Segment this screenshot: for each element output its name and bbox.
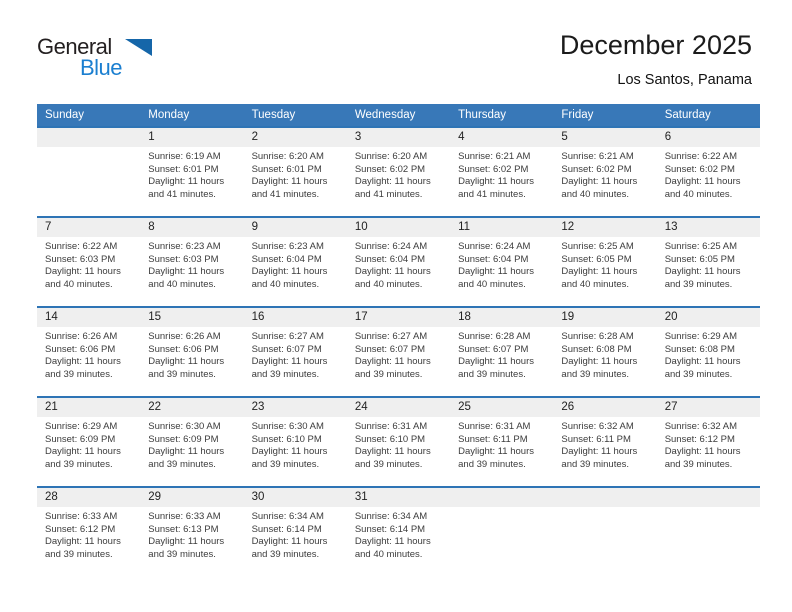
- sunset-text: Sunset: 6:07 PM: [354, 343, 426, 355]
- day-cell-23: [244, 397, 347, 487]
- logo-triangle-icon: [125, 39, 152, 56]
- day-details: [347, 327, 450, 381]
- daylight-text: Daylight: 11 hours: [251, 356, 328, 368]
- daylight-text-2: and 39 minutes.: [664, 458, 733, 470]
- sunrise-text: Sunrise: 6:33 AM: [45, 511, 118, 522]
- daylight-text: Daylight: 11 hours: [458, 356, 534, 368]
- daylight-text: Daylight: 11 hours: [251, 176, 328, 188]
- day-number: 24: [347, 398, 450, 417]
- daylight-text: Daylight: 11 hours: [458, 266, 534, 278]
- sunrise-text: Sunrise: 6:27 AM: [251, 331, 324, 342]
- sunrise-text: Sunrise: 6:32 AM: [664, 421, 738, 432]
- daylight-text: Daylight: 11 hours: [458, 176, 534, 188]
- daylight-text-2: and 40 minutes.: [354, 548, 423, 560]
- daylight-text: Daylight: 11 hours: [251, 536, 328, 548]
- sunset-text: Sunset: 6:06 PM: [45, 343, 116, 355]
- sunset-text: Sunset: 6:13 PM: [148, 523, 219, 535]
- day-number: 10: [347, 218, 450, 237]
- day-number: 14: [37, 308, 140, 327]
- daylight-text: Daylight: 11 hours: [561, 176, 638, 188]
- sunset-text: Sunset: 6:01 PM: [251, 163, 322, 175]
- day-details: [244, 237, 347, 291]
- daylight-text: Daylight: 11 hours: [458, 446, 534, 458]
- day-details: [244, 327, 347, 381]
- day-details: [347, 417, 450, 471]
- day-cell-6: [657, 127, 760, 217]
- sunset-text: Sunset: 6:03 PM: [148, 253, 219, 265]
- day-number: 30: [244, 488, 347, 507]
- sunset-text: Sunset: 6:11 PM: [458, 433, 528, 445]
- sunset-text: Sunset: 6:08 PM: [561, 343, 632, 355]
- day-number: 20: [657, 308, 760, 327]
- sunrise-text: Sunrise: 6:28 AM: [458, 331, 531, 342]
- day-cell-12: [553, 217, 656, 307]
- day-details: [347, 237, 450, 291]
- daylight-text: Daylight: 11 hours: [354, 356, 431, 368]
- day-number: [37, 128, 140, 147]
- day-cell-9: [244, 217, 347, 307]
- daylight-text: Daylight: 11 hours: [251, 446, 328, 458]
- sunrise-text: Sunrise: 6:33 AM: [148, 511, 221, 522]
- day-cell-31: [347, 487, 450, 576]
- sunrise-text: Sunrise: 6:27 AM: [354, 331, 428, 342]
- daylight-text-2: and 41 minutes.: [354, 188, 423, 200]
- day-cell-13: [657, 217, 760, 307]
- sunset-text: Sunset: 6:10 PM: [251, 433, 322, 445]
- day-cell-17: [347, 307, 450, 397]
- day-details: [244, 507, 347, 561]
- daylight-text-2: and 41 minutes.: [458, 188, 526, 200]
- day-details: [244, 417, 347, 471]
- daylight-text: Daylight: 11 hours: [664, 266, 741, 278]
- sunset-text: Sunset: 6:04 PM: [354, 253, 426, 265]
- sunset-text: Sunset: 6:04 PM: [458, 253, 529, 265]
- sunrise-text: Sunrise: 6:31 AM: [354, 421, 428, 432]
- day-number: 4: [450, 128, 553, 147]
- day-details: [657, 237, 760, 291]
- day-details: [450, 147, 553, 201]
- day-number: 21: [37, 398, 140, 417]
- day-details: [140, 237, 243, 291]
- day-cell-20: [657, 307, 760, 397]
- day-cell-24: [347, 397, 450, 487]
- daylight-text-2: and 39 minutes.: [45, 368, 113, 380]
- daylight-text-2: and 39 minutes.: [354, 368, 423, 380]
- sunrise-text: Sunrise: 6:34 AM: [251, 511, 324, 522]
- sunset-text: Sunset: 6:07 PM: [251, 343, 322, 355]
- day-number: [553, 488, 656, 507]
- day-number: 6: [657, 128, 760, 147]
- day-number: 25: [450, 398, 553, 417]
- day-number: 23: [244, 398, 347, 417]
- daylight-text: Daylight: 11 hours: [148, 536, 225, 548]
- daylight-text: Daylight: 11 hours: [354, 536, 431, 548]
- day-details: [37, 507, 140, 561]
- sunset-text: Sunset: 6:14 PM: [251, 523, 322, 535]
- sunrise-text: Sunrise: 6:29 AM: [45, 421, 118, 432]
- daylight-text-2: and 40 minutes.: [664, 188, 733, 200]
- day-number: 2: [244, 128, 347, 147]
- sunset-text: Sunset: 6:11 PM: [561, 433, 631, 445]
- daylight-text: Daylight: 11 hours: [45, 446, 121, 458]
- day-cell-empty: [37, 127, 140, 217]
- day-cell-1: [140, 127, 243, 217]
- sunrise-text: Sunrise: 6:22 AM: [45, 241, 118, 252]
- week-row: [37, 307, 760, 397]
- sunrise-text: Sunrise: 6:23 AM: [251, 241, 324, 252]
- sunrise-text: Sunrise: 6:29 AM: [664, 331, 738, 342]
- sunset-text: Sunset: 6:07 PM: [458, 343, 529, 355]
- day-details: [553, 327, 656, 381]
- day-cell-29: [140, 487, 243, 576]
- daylight-text-2: and 40 minutes.: [45, 278, 113, 290]
- daylight-text: Daylight: 11 hours: [45, 536, 121, 548]
- sunset-text: Sunset: 6:12 PM: [664, 433, 735, 445]
- general-blue-logo: [37, 34, 167, 86]
- day-details: [244, 147, 347, 201]
- day-number: [450, 488, 553, 507]
- daylight-text: Daylight: 11 hours: [561, 266, 638, 278]
- day-details: [450, 237, 553, 291]
- day-cell-4: [450, 127, 553, 217]
- sunrise-text: Sunrise: 6:20 AM: [251, 151, 324, 162]
- day-details: [347, 507, 450, 561]
- daylight-text-2: and 39 minutes.: [251, 548, 320, 560]
- sunrise-text: Sunrise: 6:31 AM: [458, 421, 531, 432]
- day-details: [37, 417, 140, 471]
- weekday-header-tuesday: Tuesday: [244, 104, 347, 127]
- daylight-text-2: and 39 minutes.: [458, 368, 526, 380]
- day-number: 19: [553, 308, 656, 327]
- daylight-text-2: and 40 minutes.: [458, 278, 526, 290]
- daylight-text-2: and 39 minutes.: [45, 458, 113, 470]
- daylight-text-2: and 39 minutes.: [458, 458, 526, 470]
- day-details: [140, 417, 243, 471]
- daylight-text-2: and 39 minutes.: [45, 548, 113, 560]
- daylight-text-2: and 39 minutes.: [148, 458, 216, 470]
- daylight-text: Daylight: 11 hours: [664, 176, 741, 188]
- day-number: 29: [140, 488, 243, 507]
- day-details: [657, 147, 760, 201]
- day-cell-11: [450, 217, 553, 307]
- daylight-text-2: and 39 minutes.: [148, 368, 216, 380]
- day-number: 31: [347, 488, 450, 507]
- week-row: [37, 127, 760, 217]
- daylight-text: Daylight: 11 hours: [45, 356, 121, 368]
- day-number: 1: [140, 128, 243, 147]
- daylight-text-2: and 40 minutes.: [251, 278, 320, 290]
- daylight-text-2: and 39 minutes.: [664, 278, 733, 290]
- daylight-text: Daylight: 11 hours: [148, 446, 225, 458]
- sunset-text: Sunset: 6:14 PM: [354, 523, 426, 535]
- daylight-text-2: and 40 minutes.: [561, 278, 630, 290]
- day-cell-empty: [553, 487, 656, 576]
- weekday-header-monday: Monday: [140, 104, 243, 127]
- sunrise-text: Sunrise: 6:24 AM: [458, 241, 531, 252]
- sunset-text: Sunset: 6:02 PM: [664, 163, 735, 175]
- daylight-text: Daylight: 11 hours: [561, 446, 638, 458]
- daylight-text: Daylight: 11 hours: [148, 266, 225, 278]
- calendar-table: [37, 104, 760, 576]
- sunset-text: Sunset: 6:01 PM: [148, 163, 219, 175]
- day-number: 8: [140, 218, 243, 237]
- day-details: [553, 417, 656, 471]
- daylight-text-2: and 40 minutes.: [561, 188, 630, 200]
- day-cell-8: [140, 217, 243, 307]
- daylight-text-2: and 41 minutes.: [251, 188, 320, 200]
- day-cell-3: [347, 127, 450, 217]
- day-details: [140, 147, 243, 201]
- week-row: [37, 397, 760, 487]
- day-number: 22: [140, 398, 243, 417]
- day-details: [140, 507, 243, 561]
- weekday-header-row: [37, 104, 760, 127]
- day-cell-22: [140, 397, 243, 487]
- daylight-text-2: and 41 minutes.: [148, 188, 216, 200]
- weekday-header-sunday: Sunday: [37, 104, 140, 127]
- sunset-text: Sunset: 6:05 PM: [561, 253, 632, 265]
- day-number: 12: [553, 218, 656, 237]
- week-row: [37, 487, 760, 576]
- day-details: [657, 417, 760, 471]
- day-number: 16: [244, 308, 347, 327]
- weekday-header-wednesday: Wednesday: [347, 104, 450, 127]
- sunset-text: Sunset: 6:02 PM: [561, 163, 632, 175]
- day-cell-empty: [450, 487, 553, 576]
- sunrise-text: Sunrise: 6:25 AM: [561, 241, 634, 252]
- day-number: 13: [657, 218, 760, 237]
- daylight-text-2: and 40 minutes.: [354, 278, 423, 290]
- daylight-text: Daylight: 11 hours: [561, 356, 638, 368]
- sunrise-text: Sunrise: 6:20 AM: [354, 151, 428, 162]
- daylight-text-2: and 39 minutes.: [354, 458, 423, 470]
- day-cell-15: [140, 307, 243, 397]
- daylight-text: Daylight: 11 hours: [354, 176, 431, 188]
- logo-general-text: General: [37, 34, 112, 59]
- day-number: [657, 488, 760, 507]
- day-number: 26: [553, 398, 656, 417]
- sunset-text: Sunset: 6:08 PM: [664, 343, 735, 355]
- daylight-text: Daylight: 11 hours: [148, 356, 225, 368]
- sunrise-text: Sunrise: 6:34 AM: [354, 511, 428, 522]
- day-number: 9: [244, 218, 347, 237]
- sunrise-text: Sunrise: 6:32 AM: [561, 421, 634, 432]
- sunrise-text: Sunrise: 6:26 AM: [45, 331, 118, 342]
- day-cell-19: [553, 307, 656, 397]
- week-row: [37, 217, 760, 307]
- sunset-text: Sunset: 6:03 PM: [45, 253, 116, 265]
- day-cell-2: [244, 127, 347, 217]
- day-number: 27: [657, 398, 760, 417]
- day-cell-10: [347, 217, 450, 307]
- daylight-text: Daylight: 11 hours: [664, 446, 741, 458]
- day-details: [553, 237, 656, 291]
- sunrise-text: Sunrise: 6:28 AM: [561, 331, 634, 342]
- sunrise-text: Sunrise: 6:25 AM: [664, 241, 738, 252]
- sunrise-text: Sunrise: 6:30 AM: [251, 421, 324, 432]
- day-number: 15: [140, 308, 243, 327]
- sunset-text: Sunset: 6:02 PM: [354, 163, 426, 175]
- day-details: [450, 327, 553, 381]
- sunrise-text: Sunrise: 6:21 AM: [458, 151, 531, 162]
- day-details: [37, 327, 140, 381]
- sunset-text: Sunset: 6:05 PM: [664, 253, 735, 265]
- day-number: 3: [347, 128, 450, 147]
- day-cell-30: [244, 487, 347, 576]
- daylight-text: Daylight: 11 hours: [354, 266, 431, 278]
- sunrise-text: Sunrise: 6:26 AM: [148, 331, 221, 342]
- day-cell-27: [657, 397, 760, 487]
- sunset-text: Sunset: 6:06 PM: [148, 343, 219, 355]
- weekday-header-thursday: Thursday: [450, 104, 553, 127]
- day-cell-28: [37, 487, 140, 576]
- day-number: 11: [450, 218, 553, 237]
- day-cell-5: [553, 127, 656, 217]
- page-subtitle: Los Santos, Panama: [617, 72, 752, 88]
- day-details: [553, 147, 656, 201]
- daylight-text-2: and 39 minutes.: [664, 368, 733, 380]
- daylight-text: Daylight: 11 hours: [45, 266, 121, 278]
- sunrise-text: Sunrise: 6:23 AM: [148, 241, 221, 252]
- day-number: 7: [37, 218, 140, 237]
- day-cell-21: [37, 397, 140, 487]
- day-details: [450, 417, 553, 471]
- sunrise-text: Sunrise: 6:19 AM: [148, 151, 221, 162]
- weekday-header-saturday: Saturday: [657, 104, 760, 127]
- sunset-text: Sunset: 6:09 PM: [45, 433, 116, 445]
- daylight-text-2: and 39 minutes.: [561, 458, 630, 470]
- day-details: [347, 147, 450, 201]
- sunset-text: Sunset: 6:02 PM: [458, 163, 529, 175]
- day-cell-empty: [657, 487, 760, 576]
- daylight-text: Daylight: 11 hours: [251, 266, 328, 278]
- day-cell-14: [37, 307, 140, 397]
- daylight-text-2: and 40 minutes.: [148, 278, 216, 290]
- daylight-text-2: and 39 minutes.: [148, 548, 216, 560]
- day-number: 28: [37, 488, 140, 507]
- header-titles: [560, 30, 752, 88]
- day-cell-18: [450, 307, 553, 397]
- day-number: 17: [347, 308, 450, 327]
- sunset-text: Sunset: 6:10 PM: [354, 433, 426, 445]
- daylight-text-2: and 39 minutes.: [251, 458, 320, 470]
- sunset-text: Sunset: 6:09 PM: [148, 433, 219, 445]
- sunrise-text: Sunrise: 6:24 AM: [354, 241, 428, 252]
- daylight-text-2: and 39 minutes.: [251, 368, 320, 380]
- day-details: [140, 327, 243, 381]
- day-details: [37, 237, 140, 291]
- sunset-text: Sunset: 6:12 PM: [45, 523, 116, 535]
- daylight-text: Daylight: 11 hours: [664, 356, 741, 368]
- day-cell-25: [450, 397, 553, 487]
- sunrise-text: Sunrise: 6:30 AM: [148, 421, 221, 432]
- daylight-text-2: and 39 minutes.: [561, 368, 630, 380]
- logo-blue-text: Blue: [80, 55, 123, 80]
- day-details: [657, 327, 760, 381]
- daylight-text: Daylight: 11 hours: [148, 176, 225, 188]
- page-title: December 2025: [559, 30, 752, 60]
- day-cell-7: [37, 217, 140, 307]
- day-number: 5: [553, 128, 656, 147]
- day-cell-16: [244, 307, 347, 397]
- day-cell-26: [553, 397, 656, 487]
- weekday-header-friday: Friday: [553, 104, 656, 127]
- sunset-text: Sunset: 6:04 PM: [251, 253, 322, 265]
- sunrise-text: Sunrise: 6:22 AM: [664, 151, 738, 162]
- sunrise-text: Sunrise: 6:21 AM: [561, 151, 634, 162]
- day-number: 18: [450, 308, 553, 327]
- daylight-text: Daylight: 11 hours: [354, 446, 431, 458]
